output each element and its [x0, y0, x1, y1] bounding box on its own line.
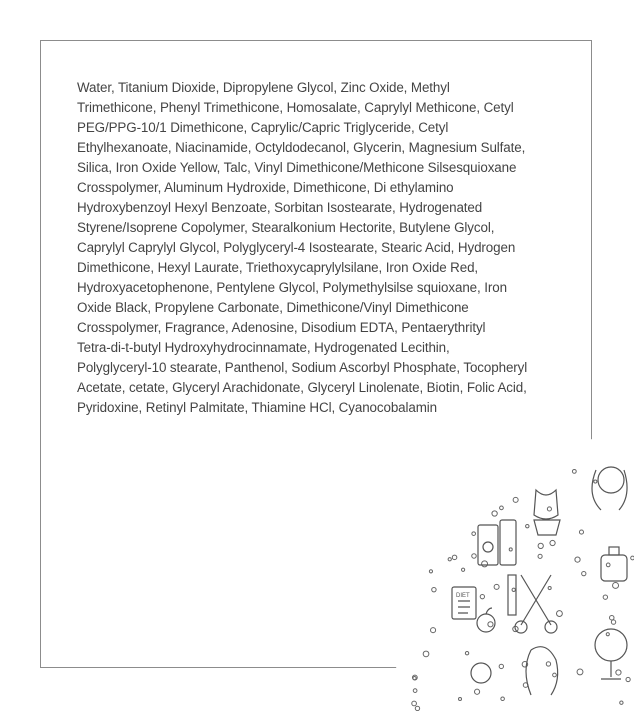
ingredients-line: Tetra-di-t-butyl Hydroxyhydrocinnamate, Hydrogenated Lecithin,	[77, 340, 450, 355]
ingredients-line: Silica, Iron Oxide Yellow, Talc, Vinyl Dimethicone/Methicone Silsesquioxane	[77, 160, 517, 175]
ingredients-line: Pyridoxine, Retinyl Palmitate, Thiamine HCl, Cyanocobalamin	[77, 400, 438, 415]
ingredients-line: Crosspolymer, Aluminum Hydroxide, Dimethicone, Di ethylamino	[77, 180, 454, 195]
ingredients-line: Dimethicone, Hexyl Laurate, Triethoxycaprylylsilane, Iron Oxide Red,	[77, 260, 479, 275]
ingredients-line: Acetate, cetate, Glyceryl Arachidonate, Glyceryl Linolenate, Biotin, Folic Acid,	[77, 380, 527, 395]
ingredients-line: PEG/PPG-10/1 Dimethicone, Caprylic/Capric Triglyceride, Cetyl	[77, 120, 449, 135]
ingredients-text	[77, 78, 577, 418]
ingredients-line: Crosspolymer, Fragrance, Adenosine, Disodium EDTA, Pentaerythrityl	[77, 320, 486, 335]
ingredients-line: Polyglyceryl-10 stearate, Panthenol, Sodium Ascorbyl Phosphate, Tocopheryl	[77, 360, 528, 375]
ingredients-line: Trimethicone, Phenyl Trimethicone, Homosalate, Caprylyl Methicone, Cetyl	[77, 100, 514, 115]
diet-label: DIET	[456, 593, 470, 599]
ingredients-line: Ethylhexanoate, Niacinamide, Octyldodecanol, Glycerin, Magnesium Sulfate,	[77, 140, 526, 155]
beauty-icons-decoration	[396, 435, 634, 711]
ingredients-line: Caprylyl Caprylyl Glycol, Polyglyceryl-4 Isostearate, Stearic Acid, Hydrogen	[77, 240, 516, 255]
ingredients-line: Styrene/Isoprene Copolymer, Stearalkonium Hectorite, Butylene Glycol,	[77, 220, 495, 235]
ingredients-line: Oxide Black, Propylene Carbonate, Dimethicone/Vinyl Dimethicone	[77, 300, 469, 315]
ingredients-line: Hydroxyacetophenone, Pentylene Glycol, Polymethylsilse squioxane, Iron	[77, 280, 507, 295]
ingredients-line: Hydroxybenzoyl Hexyl Benzoate, Sorbitan Isostearate, Hydrogenated	[77, 200, 483, 215]
ingredients-line: Water, Titanium Dioxide, Dipropylene Glycol, Zinc Oxide, Methyl	[77, 80, 450, 95]
